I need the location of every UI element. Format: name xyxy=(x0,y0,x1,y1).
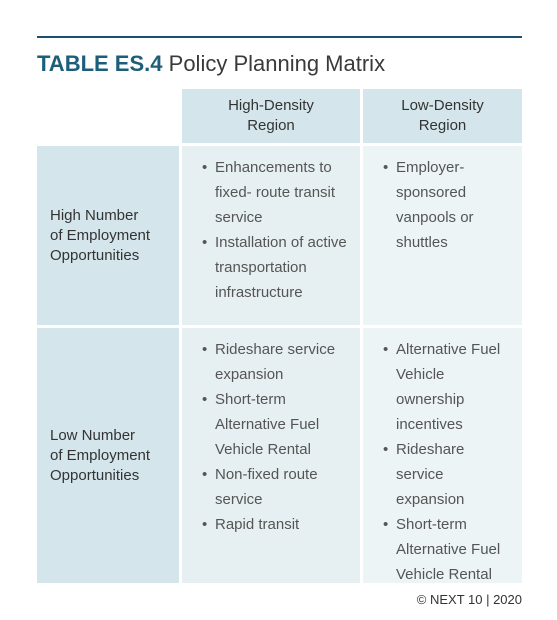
column-header-high-density xyxy=(182,89,360,143)
list-item: • Rideshare service expansion xyxy=(363,437,522,512)
table-title-text: Policy Planning Matrix xyxy=(168,51,386,76)
list-item: • Installation of active transportation infrastructure xyxy=(182,230,360,305)
policy-matrix xyxy=(37,89,522,583)
cell-high-employment-low-density xyxy=(363,146,522,325)
cell-high-employment-high-density xyxy=(182,146,360,325)
list-item: • Short-term Alternative Fuel Vehicle Rental xyxy=(363,512,522,587)
copyright-credit: © NEXT 10 | 2020 xyxy=(416,592,522,607)
list-item: • Short-term Alternative Fuel Vehicle Rental xyxy=(182,387,360,462)
row-label-line: Opportunities xyxy=(50,466,140,484)
cell-low-employment-high-density xyxy=(182,328,360,583)
row-label-line: Opportunities xyxy=(50,246,140,264)
column-header-line: Region xyxy=(418,117,467,134)
top-rule xyxy=(37,36,522,38)
row-label-high-employment xyxy=(37,146,179,325)
row-label-line: of Employment xyxy=(50,226,151,244)
row-label-line: of Employment xyxy=(50,446,151,464)
row-label-line: Low Number xyxy=(50,426,136,444)
list-item: • Rapid transit xyxy=(182,512,360,537)
row-label-line: High Number xyxy=(50,206,139,224)
column-header-line: High-Density xyxy=(228,97,314,114)
column-header-line: Region xyxy=(247,117,295,134)
list-item: • Non-fixed route service xyxy=(182,462,360,512)
list-item: • Enhancements to fixed- route transit service xyxy=(182,155,360,230)
cell-low-employment-low-density xyxy=(363,328,522,583)
list-item: • Alternative Fuel Vehicle ownership incentives xyxy=(363,337,522,437)
list-item: • Rideshare service expansion xyxy=(182,337,360,387)
list-item: • Employer-sponsored vanpools or shuttles xyxy=(363,155,522,255)
column-header-line: Low-Density xyxy=(401,97,484,114)
column-header-low-density xyxy=(363,89,522,143)
table-code: TABLE ES.4 xyxy=(37,51,163,76)
row-label-low-employment xyxy=(37,328,179,583)
table-title xyxy=(37,51,385,77)
